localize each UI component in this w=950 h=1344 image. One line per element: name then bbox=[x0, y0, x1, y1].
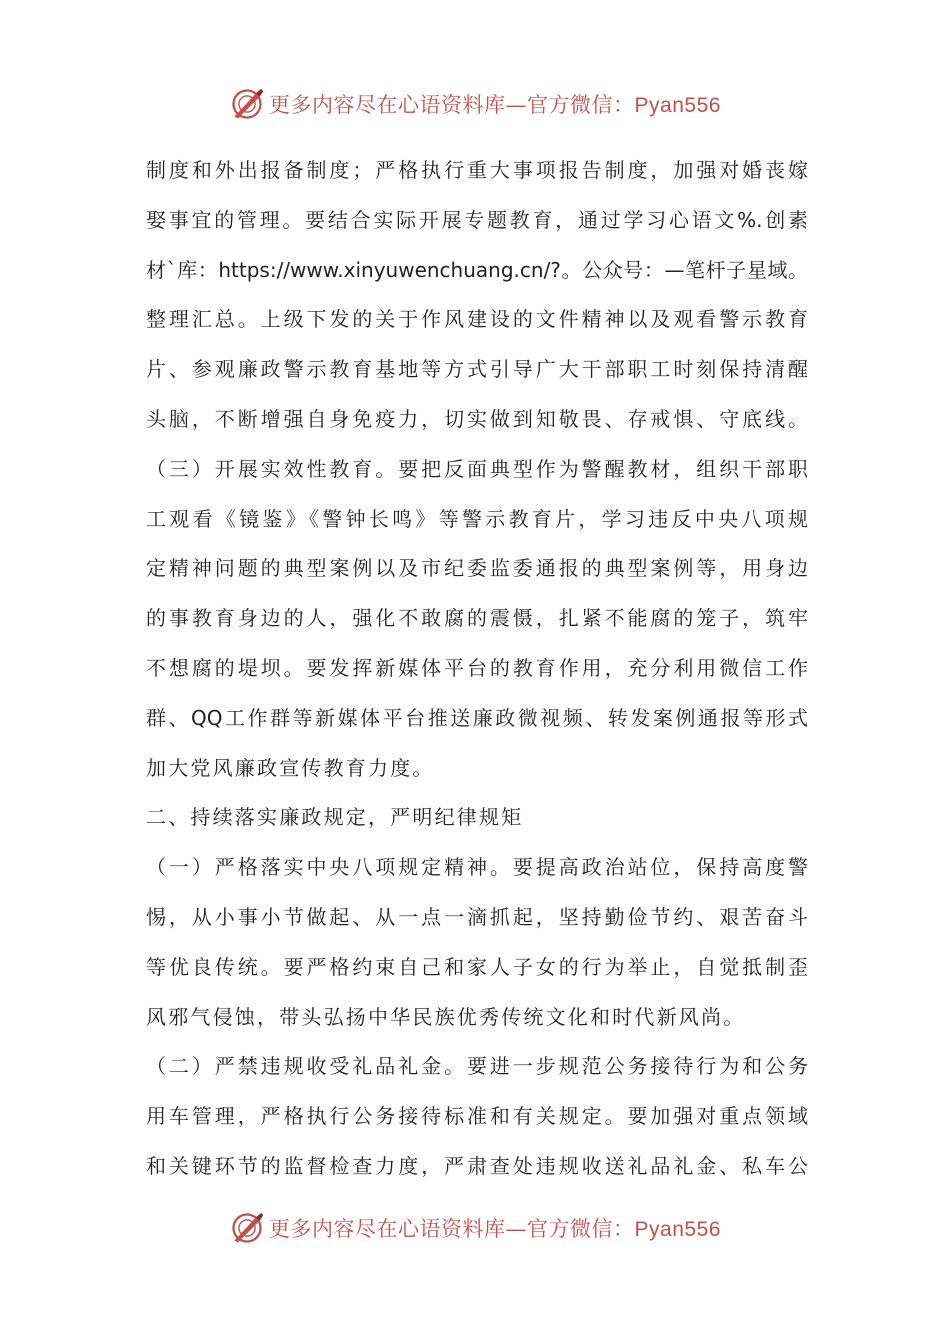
text-line: 制度和外出报备制度；严格执行重大事项报告制度，加强对婚丧嫁 bbox=[146, 158, 808, 182]
text-line: 工观看《镜鉴》《警钟长鸣》等警示教育片，学习违反中央八项规 bbox=[146, 506, 808, 531]
banner-text: 更多内容尽在心语资料库—官方微信：Pyan556 bbox=[269, 1217, 721, 1241]
text-line: 群、QQ工作群等新媒体平台推送廉政微视频、转发案例通报等形式 bbox=[146, 705, 808, 730]
text-line: 不想腐的堤坝。要发挥新媒体平台的教育作用，充分利用微信工作 bbox=[146, 655, 808, 680]
text-line: 片、参观廉政警示教育基地等方式引导广大干部职工时刻保持清醒 bbox=[146, 357, 808, 382]
text-line: 加大党风廉政宣传教育力度。 bbox=[146, 755, 435, 780]
text-line: 头脑，不断增强自身免疫力，切实做到知敬畏、存戒惧、守底线。 bbox=[146, 406, 808, 431]
text-line: 风邪气侵蚀，带头弘扬中华民族优秀传统文化和时代新风尚。 bbox=[146, 1004, 746, 1029]
pen-logo-icon bbox=[229, 1210, 265, 1246]
footer-banner bbox=[0, 1208, 950, 1248]
section-heading: 二、持续落实廉政规定，严明纪律规矩 bbox=[146, 805, 524, 830]
text-line: 惕，从小事小节做起、从一点一滴抓起，坚持勤俭节约、艰苦奋斗 bbox=[146, 904, 808, 929]
text-line: 和关键环节的监督检查力度，严肃查处违规收送礼品礼金、私车公 bbox=[146, 1153, 808, 1178]
banner-text: 更多内容尽在心语资料库—官方微信：Pyan556 bbox=[269, 93, 721, 117]
pen-logo-icon bbox=[229, 86, 265, 122]
text-line: 等优良传统。要严格约束自己和家人子女的行为举止，自觉抵制歪 bbox=[146, 954, 808, 979]
text-line: 定精神问题的典型案例以及市纪委监委通报的典型案例等，用身边 bbox=[146, 556, 808, 581]
document-body bbox=[146, 146, 808, 1192]
text-line: （二）严禁违规收受礼品礼金。要进一步规范公务接待行为和公务 bbox=[146, 1054, 808, 1079]
text-line: 娶事宜的管理。要结合实际开展专题教育，通过学习心语文%.创素 bbox=[146, 207, 808, 232]
text-line: 的事教育身边的人，强化不敢腐的震慑，扎紧不能腐的笼子，筑牢 bbox=[146, 606, 808, 631]
text-line: （一）严格落实中央八项规定精神。要提高政治站位，保持高度警 bbox=[146, 855, 808, 880]
text-line: （三）开展实效性教育。要把反面典型作为警醒教材，组织干部职 bbox=[146, 456, 808, 481]
text-line: 用车管理，严格执行公务接待标准和有关规定。要加强对重点领域 bbox=[146, 1104, 808, 1129]
text-line: 整理汇总。上级下发的关于作风建设的文件精神以及观看警示教育 bbox=[146, 307, 808, 332]
header-banner bbox=[0, 84, 950, 124]
text-line: 材`库：https://www.xinyuwenchuang.cn/?。公众号：—笔杆子星域。 bbox=[146, 257, 808, 282]
